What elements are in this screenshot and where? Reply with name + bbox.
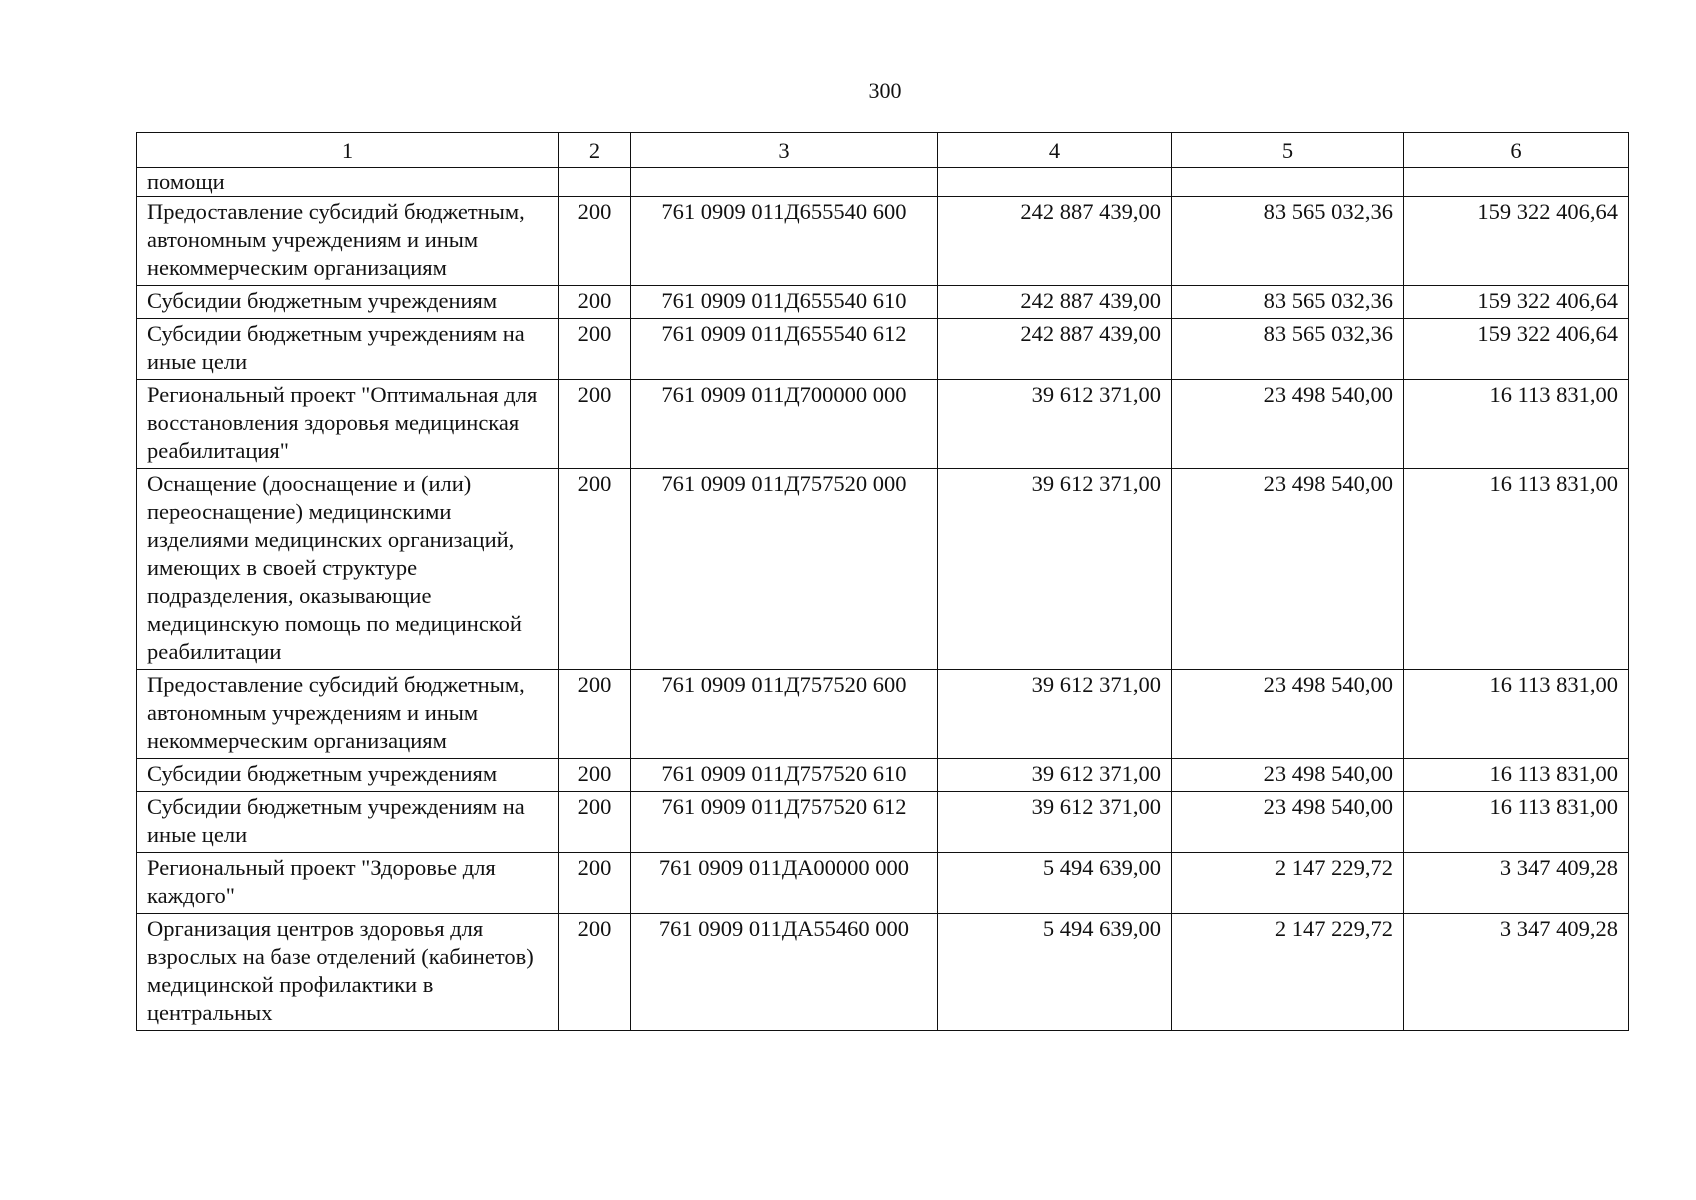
table-row <box>137 914 1629 1031</box>
amount-col6-cell: 3 347 409,28 <box>1404 914 1629 1031</box>
budget-code-cell: 761 0909 011Д757520 000 <box>631 469 938 670</box>
item-name-cell: Предоставление субсидий бюджетным, автономным учреждениям и иным некоммерческим организациям <box>137 670 559 759</box>
item-name-cell: Региональный проект "Здоровье для каждого" <box>137 853 559 914</box>
table-row <box>137 469 1629 670</box>
amount-col5-cell: 2 147 229,72 <box>1172 853 1404 914</box>
amount-col4-cell: 39 612 371,00 <box>938 759 1172 792</box>
amount-col4-cell: 242 887 439,00 <box>938 286 1172 319</box>
amount-col5-cell: 83 565 032,36 <box>1172 319 1404 380</box>
table-row <box>137 792 1629 853</box>
amount-col5-cell: 23 498 540,00 <box>1172 469 1404 670</box>
amount-col4-cell: 242 887 439,00 <box>938 197 1172 286</box>
amount-col5-cell: 83 565 032,36 <box>1172 286 1404 319</box>
amount-col4-cell: 5 494 639,00 <box>938 853 1172 914</box>
table-row <box>137 319 1629 380</box>
amount-col6-cell: 16 113 831,00 <box>1404 380 1629 469</box>
col2-cell: 200 <box>559 469 631 670</box>
amount-col6-cell: 159 322 406,64 <box>1404 286 1629 319</box>
amount-col5-cell: 23 498 540,00 <box>1172 792 1404 853</box>
col2-cell: 200 <box>559 792 631 853</box>
item-name-cell: Предоставление субсидий бюджетным, автономным учреждениям и иным некоммерческим организациям <box>137 197 559 286</box>
column-header: 3 <box>631 133 938 168</box>
table-row <box>137 380 1629 469</box>
col2-cell: 200 <box>559 286 631 319</box>
item-name-cell: Региональный проект "Оптимальная для восстановления здоровья медицинская реабилитация" <box>137 380 559 469</box>
budget-code-cell: 761 0909 011Д757520 600 <box>631 670 938 759</box>
table-row <box>137 759 1629 792</box>
col2-cell <box>559 168 631 197</box>
amount-col6-cell: 159 322 406,64 <box>1404 197 1629 286</box>
amount-col5-cell: 83 565 032,36 <box>1172 197 1404 286</box>
col2-cell: 200 <box>559 197 631 286</box>
budget-code-cell: 761 0909 011Д655540 600 <box>631 197 938 286</box>
table-row <box>137 853 1629 914</box>
budget-code-cell <box>631 168 938 197</box>
amount-col6-cell: 16 113 831,00 <box>1404 469 1629 670</box>
budget-code-cell: 761 0909 011Д655540 610 <box>631 286 938 319</box>
amount-col6-cell: 16 113 831,00 <box>1404 792 1629 853</box>
page-number: 300 <box>868 78 902 103</box>
amount-col4-cell: 39 612 371,00 <box>938 380 1172 469</box>
table-row <box>137 168 1629 197</box>
amount-col6-cell: 3 347 409,28 <box>1404 853 1629 914</box>
amount-col6-cell: 16 113 831,00 <box>1404 670 1629 759</box>
amount-col5-cell: 23 498 540,00 <box>1172 380 1404 469</box>
col2-cell: 200 <box>559 914 631 1031</box>
amount-col4-cell <box>938 168 1172 197</box>
column-header: 5 <box>1172 133 1404 168</box>
column-header: 1 <box>137 133 559 168</box>
item-name-cell: Субсидии бюджетным учреждениям <box>137 759 559 792</box>
table-row <box>137 670 1629 759</box>
amount-col4-cell: 242 887 439,00 <box>938 319 1172 380</box>
budget-code-cell: 761 0909 011ДА55460 000 <box>631 914 938 1031</box>
budget-table <box>136 132 1629 1031</box>
item-name-cell: Субсидии бюджетным учреждениям на иные цели <box>137 319 559 380</box>
budget-code-cell: 761 0909 011Д757520 612 <box>631 792 938 853</box>
budget-code-cell: 761 0909 011Д757520 610 <box>631 759 938 792</box>
col2-cell: 200 <box>559 759 631 792</box>
amount-col6-cell: 16 113 831,00 <box>1404 759 1629 792</box>
amount-col4-cell: 39 612 371,00 <box>938 670 1172 759</box>
amount-col4-cell: 39 612 371,00 <box>938 792 1172 853</box>
amount-col5-cell: 23 498 540,00 <box>1172 670 1404 759</box>
item-name-cell: Субсидии бюджетным учреждениям <box>137 286 559 319</box>
amount-col5-cell: 23 498 540,00 <box>1172 759 1404 792</box>
table-header-row <box>137 133 1629 168</box>
table-row <box>137 286 1629 319</box>
budget-code-cell: 761 0909 011Д655540 612 <box>631 319 938 380</box>
amount-col4-cell: 5 494 639,00 <box>938 914 1172 1031</box>
amount-col5-cell: 2 147 229,72 <box>1172 914 1404 1031</box>
table-body <box>137 168 1629 1031</box>
amount-col4-cell: 39 612 371,00 <box>938 469 1172 670</box>
item-name-cell: Субсидии бюджетным учреждениям на иные цели <box>137 792 559 853</box>
item-name-cell: Оснащение (дооснащение и (или) переоснащение) медицинскими изделиями медицинских организаций, имеющих в своей структуре подразделения, оказывающие медицинскую помощь по медицинской реабилитации <box>137 469 559 670</box>
col2-cell: 200 <box>559 670 631 759</box>
column-header: 2 <box>559 133 631 168</box>
column-header: 6 <box>1404 133 1629 168</box>
col2-cell: 200 <box>559 853 631 914</box>
amount-col6-cell <box>1404 168 1629 197</box>
table-row <box>137 197 1629 286</box>
item-name-cell: помощи <box>137 168 559 197</box>
budget-code-cell: 761 0909 011ДА00000 000 <box>631 853 938 914</box>
column-header: 4 <box>938 133 1172 168</box>
col2-cell: 200 <box>559 319 631 380</box>
amount-col5-cell <box>1172 168 1404 197</box>
amount-col6-cell: 159 322 406,64 <box>1404 319 1629 380</box>
budget-code-cell: 761 0909 011Д700000 000 <box>631 380 938 469</box>
col2-cell: 200 <box>559 380 631 469</box>
item-name-cell: Организация центров здоровья для взрослых на базе отделений (кабинетов) медицинской профилактики в центральных <box>137 914 559 1031</box>
